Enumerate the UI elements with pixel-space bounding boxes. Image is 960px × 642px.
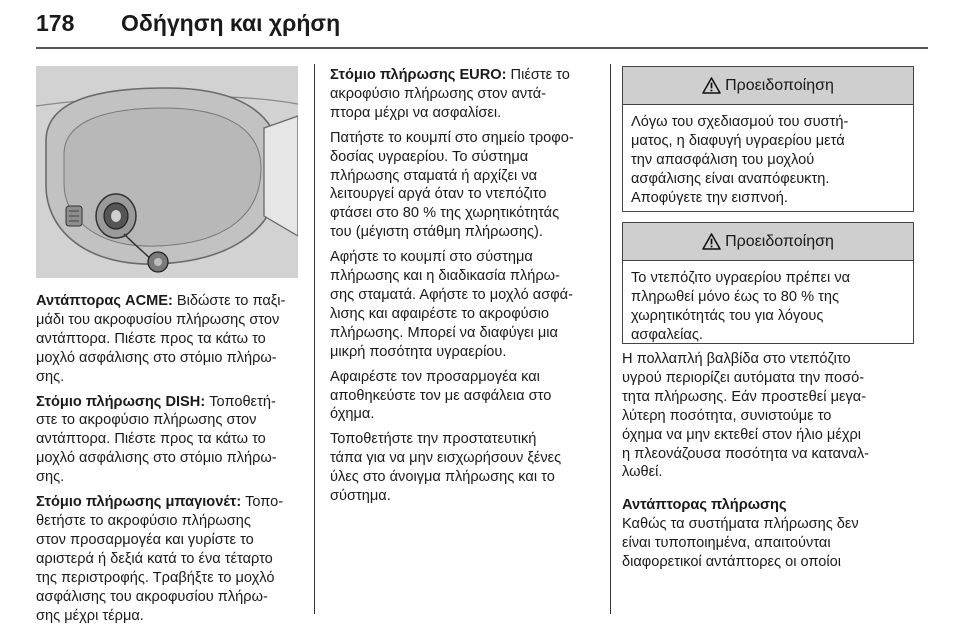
warning-title: Προειδοποίηση <box>725 232 834 250</box>
text-line: ακροφύσιο πλήρωσης στον αντά- <box>330 85 547 102</box>
text-line: αντάπτορα. Πιέστε προς τα κάτω το <box>36 431 266 448</box>
text-line: Τοποθετή- <box>205 393 276 410</box>
text-line: Η πολλαπλή βαλβίδα στο ντεπόζιτο <box>622 351 851 367</box>
text-line: Αφήστε το κουμπί στο σύστημα <box>330 249 533 266</box>
warning-header <box>623 67 913 105</box>
paragraph-protective-cap <box>330 430 600 506</box>
text-line: πλήρωσης σταματά ή αρχίζει να <box>330 167 538 184</box>
text-line: αριστερά ή δεξιά κατά το ένα τέταρτο <box>36 550 273 567</box>
text-line: λύτερη ποσότητα, συνιστούμε το <box>622 407 832 424</box>
text-line: Τοποθετήστε την προστατευτική <box>330 431 537 448</box>
paragraph-multivalve <box>622 350 914 482</box>
text-line: ασφάλισης είναι αναπόφευκτη. <box>631 170 830 187</box>
text-line: ύλες στο άνοιγμα πλήρωσης και το <box>330 469 555 486</box>
text-line: Λόγω του σχεδιασμού του συστή- <box>631 114 849 130</box>
text-line: ασφαλείας. <box>631 326 703 343</box>
warning-box <box>622 66 914 212</box>
column-divider <box>610 64 611 614</box>
paragraph-release-button <box>330 248 600 361</box>
warning-triangle-icon <box>702 233 721 250</box>
text-line: μικρή ποσότητα υγραερίου. <box>330 343 507 360</box>
page-number: 178 <box>36 10 75 36</box>
label-euro: Στόμιο πλήρωσης EURO: <box>330 67 507 83</box>
label-bayonet: Στόμιο πλήρωσης μπαγιονέτ: <box>36 494 242 511</box>
text-line: λειτουργεί αργά όταν το ντεπόζιτο <box>330 186 547 203</box>
text-line: Αποφύγετε την εισπνοή. <box>631 189 788 206</box>
warning-body <box>623 261 913 355</box>
text-line: Καθώς τα συστήματα πλήρωσης δεν <box>622 516 859 533</box>
warning-header <box>623 223 913 261</box>
text-line: Πατήστε το κουμπί στο σημείο τροφο- <box>330 129 574 146</box>
text-line: Βιδώστε το παξι- <box>172 293 286 309</box>
paragraph-dish <box>36 393 298 488</box>
text-line: στε το ακροφύσιο πλήρωσης στον <box>36 412 257 429</box>
text-line: την απασφάλιση του μοχλού <box>631 151 815 168</box>
text-line: διαφορετικοί αντάπτορες οι οποίοι <box>622 554 841 571</box>
warning-triangle-icon <box>702 77 721 94</box>
text-line: σης. <box>36 469 65 486</box>
label-acme: Αντάπτορας ACME: <box>36 293 173 309</box>
paragraph-acme <box>36 292 298 387</box>
text-line: σύστημα. <box>330 488 391 505</box>
text-line: της περιστροφής. Τραβήξτε το μοχλό <box>36 569 275 586</box>
column-2 <box>330 66 600 512</box>
text-line: πτορα μέχρι να ασφαλίσει. <box>330 104 502 121</box>
column-3 <box>622 350 914 578</box>
text-line: πλήρωσης. Μπορεί να διαφύγει μια <box>330 324 558 341</box>
paragraph-remove-adapter <box>330 368 600 425</box>
text-line: αποθηκεύστε τον με ασφάλεια στο <box>330 387 552 404</box>
label-dish: Στόμιο πλήρωσης DISH: <box>36 393 206 410</box>
text-line: πληρωθεί μόνο έως το 80 % της <box>631 288 840 305</box>
text-line: πλήρωσης και η διαδικασία πλήρω- <box>330 268 560 285</box>
header-rule <box>36 47 928 49</box>
fuel-filler-adapter-illustration <box>36 66 298 278</box>
text-line: σης σταματά. Αφήστε το μοχλό ασφά- <box>330 286 573 303</box>
text-line: τητα πλήρωσης. Εάν προστεθεί μεγα- <box>622 388 867 405</box>
text-line: στον προσαρμογέα και γυρίστε το <box>36 531 254 548</box>
column-divider <box>314 64 315 614</box>
text-line: λωθεί. <box>622 464 663 481</box>
text-line: υγρού περιορίζει αυτόματα την ποσό- <box>622 369 865 386</box>
text-line: Τοπο- <box>241 494 284 511</box>
paragraph-euro <box>330 66 600 123</box>
text-line: ματος, η διαφυγή υγραερίου μετά <box>631 132 845 149</box>
text-line: τάπα για να μην εισχωρήσουν ξένες <box>330 450 562 467</box>
section-subheading: Αντάπτορας πλήρωσης <box>622 497 787 514</box>
text-line: η πλεονάζουσα ποσότητα να καταναλ- <box>622 445 870 462</box>
text-line: σης μέχρι τέρμα. <box>36 607 144 624</box>
text-line: χωρητικότητάς του για λόγους <box>631 307 824 324</box>
text-line: Αφαιρέστε τον προσαρμογέα και <box>330 368 540 385</box>
page-header <box>36 4 928 50</box>
paragraph-press-button <box>330 129 600 242</box>
text-line: Πιέστε το <box>506 67 570 83</box>
text-line: φτάσει στο 80 % της χωρητικότητάς <box>330 205 560 222</box>
text-line: όχημα να μην εκτεθεί στον ήλιο μέχρι <box>622 426 862 443</box>
text-line: είναι τυποποιημένα, απαιτούνται <box>622 535 831 552</box>
text-line: μοχλό ασφάλισης στο στόμιο πλήρω- <box>36 450 277 467</box>
text-line: μοχλό ασφάλισης στο στόμιο πλήρω- <box>36 349 277 366</box>
text-line: θετήστε το ακροφύσιο πλήρωσης <box>36 512 251 529</box>
text-line: του (μέγιστη στάθμη πλήρωσης). <box>330 224 543 241</box>
text-line: ασφάλισης του ακροφυσίου πλήρω- <box>36 588 268 605</box>
text-line: όχημα. <box>330 406 375 423</box>
fuel-filler-adapter-illustration <box>36 66 298 278</box>
warning-body <box>623 105 913 218</box>
text-line: μάδι του ακροφυσίου πλήρωσης στον <box>36 311 280 328</box>
text-line: δοσίας υγραερίου. Το σύστημα <box>330 148 529 165</box>
paragraph-bayonet <box>36 493 298 625</box>
warning-title: Προειδοποίηση <box>725 76 834 94</box>
warning-box <box>622 222 914 344</box>
column-1 <box>36 292 298 631</box>
text-line: Το ντεπόζιτο υγραερίου πρέπει να <box>631 270 851 286</box>
text-line: σης. <box>36 368 65 385</box>
text-line: αντάπτορα. Πιέστε προς τα κάτω το <box>36 330 266 347</box>
text-line: λισης και αφαιρέστε το ακροφύσιο <box>330 305 550 322</box>
paragraph-adapters <box>622 515 914 572</box>
page-title: Οδήγηση και χρήση <box>121 10 341 36</box>
